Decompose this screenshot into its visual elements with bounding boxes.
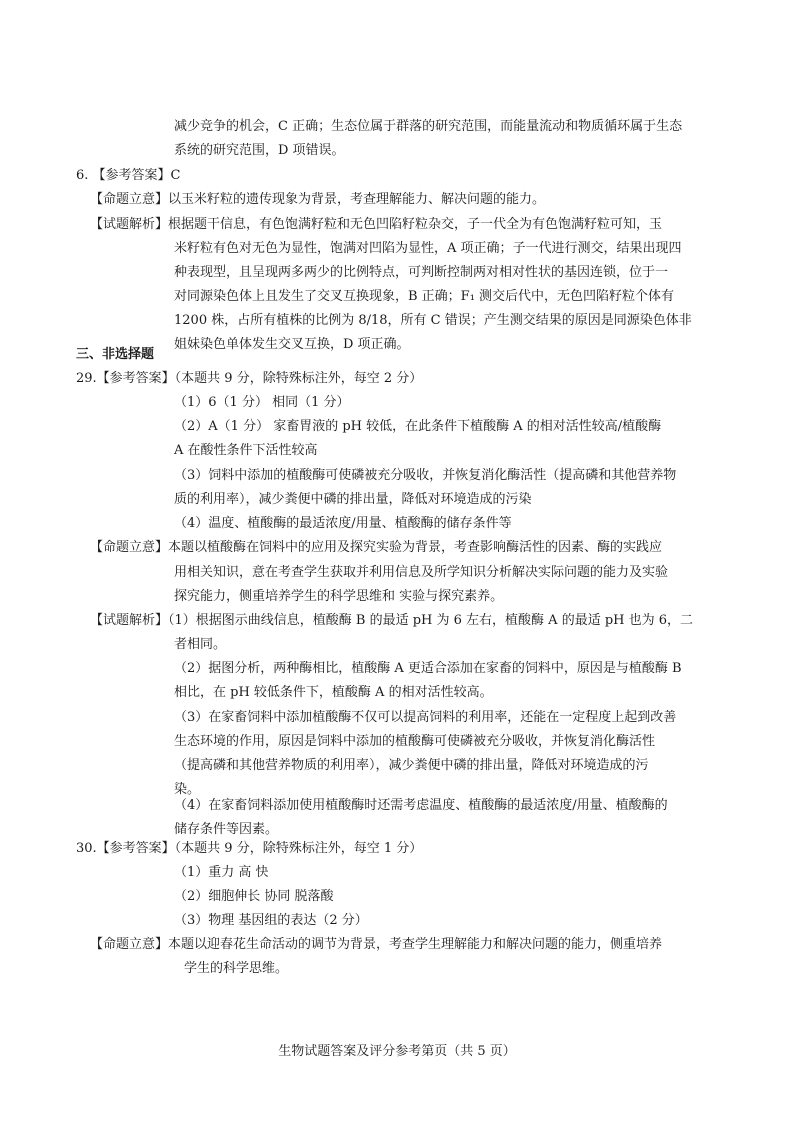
- q29-answer: 29.【参考答案】（本题共 9 分，除特殊标注外，每空 2 分）: [76, 371, 423, 386]
- q29-answer-3-line-1: （3）饲料中添加的植酸酶可使磷被充分吸收，并恢复消化酶活性（提高磷和其他营养物: [174, 468, 677, 483]
- q29-analysis-4-line-1: （4）在家畜饲料添加使用植酸酶时还需考虑温度、植酸酶的最适浓度/用量、植酸酶的: [174, 798, 668, 813]
- q6-analysis-line-3: 种表现型，且呈现两多两少的比例特点，可判断控制两对相对性状的基因连锁，位于一: [174, 265, 669, 280]
- q6-analysis-line-5: 1200 株，占所有植株的比例为 8/18，所有 C 错误；产生测交结果的原因是同源染色体非: [174, 313, 692, 328]
- section-title: 三、非选择题: [76, 347, 155, 362]
- q29-answer-3-line-2: 质的利用率），减少粪便中磷的排出量，降低对环境造成的污染: [174, 492, 532, 507]
- q29-analysis-2-line-2: 相比，在 pH 较低条件下，植酸酶 A 的相对活性较高。: [174, 685, 493, 700]
- q29-intent-line-1: 【命题立意】本题以植酸酶在饲料中的应用及探究实验为背景，考查影响酶活性的因素、酶的实践应: [90, 540, 663, 555]
- q29-analysis-3-line-4: 染。: [174, 782, 201, 797]
- prev-item-line-2: 系统的研究范围，D 项错误。: [174, 143, 345, 158]
- q30-answer-3: （3）物理 基因组的表达（2 分）: [174, 913, 368, 928]
- prev-item-line-1: 减少竞争的机会，C 正确；生态位属于群落的研究范围，而能量流动和物质循环属于生态: [174, 119, 683, 134]
- q29-answer-2-line-1: （2）A（1 分） 家畜胃液的 pH 较低，在此条件下植酸酶 A 的相对活性较高/植酸酶: [174, 419, 662, 434]
- q29-analysis-2-line-1: （2）据图分析，两种酶相比，植酸酶 A 更适合添加在家畜的饲料中，原因是与植酸酶 B: [174, 661, 682, 676]
- q30-intent-line-1: 【命题立意】本题以迎春花生命活动的调节为背景，考查学生理解能力和解决问题的能力，侧重培养: [90, 937, 663, 952]
- page-footer: 生物试题答案及评分参考第页（共 5 页）: [278, 1044, 516, 1059]
- q6-analysis-line-1: 【试题解析】根据题干信息，有色饱满籽粒和无色凹陷籽粒杂交，子一代全为有色饱满籽粒可知，玉: [90, 217, 663, 232]
- q6-analysis-line-6: 姐妹染色单体发生交叉互换，D 项正确。: [174, 337, 410, 352]
- q6-analysis-line-4: 对同源染色体上且发生了交叉互换现象，B 正确；F₁ 测交后代中，无色凹陷籽粒个体有: [174, 289, 675, 304]
- q29-answer-1: （1）6（1 分） 相同（1 分）: [174, 395, 350, 410]
- q29-intent-line-3: 探究能力，侧重培养学生的科学思维和 实验与探究素养。: [174, 589, 504, 604]
- q29-analysis-3-line-2: 生态环境的作用，原因是饲料中添加的植酸酶可使磷被充分吸收，并恢复消化酶活性: [174, 734, 656, 749]
- q29-intent-line-2: 用相关知识，意在考查学生获取并利用信息及所学知识分析解决实际问题的能力及实验: [174, 565, 669, 580]
- q29-answer-2-line-2: A 在酸性条件下活性较高: [174, 443, 318, 458]
- q29-analysis-3-line-3: （提高磷和其他营养物质的利用率），减少粪便中磷的排出量，降低对环境造成的污: [174, 758, 649, 773]
- q6-answer: 6. 【参考答案】C: [76, 168, 181, 183]
- q30-intent-line-2: 学生的科学思维。: [184, 961, 289, 976]
- q29-analysis-1-line-2: 者相同。: [174, 637, 227, 652]
- q29-analysis-4-line-2: 储存条件等因素。: [174, 822, 279, 837]
- q6-analysis-line-2: 米籽粒有色对无色为显性，饱满对凹陷为显性，A 项正确；子一代进行测交，结果出现四: [174, 241, 682, 256]
- q30-answer-1: （1）重力 高 快: [174, 865, 269, 880]
- q29-analysis-1-line-1: 【试题解析】（1）根据图示曲线信息，植酸酶 B 的最适 pH 为 6 左右，植酸酶 A 的最适 pH 也为 6，二: [90, 613, 694, 628]
- q29-analysis-3-line-1: （3）在家畜饲料中添加植酸酶不仅可以提高饲料的利用率，还能在一定程度上起到改善: [174, 710, 677, 725]
- q6-intent: 【命题立意】以玉米籽粒的遗传现象为背景，考查理解能力、解决问题的能力。: [90, 192, 546, 207]
- q29-answer-4: （4）温度、植酸酶的最适浓度/用量、植酸酶的储存条件等: [174, 516, 512, 531]
- q30-answer: 30.【参考答案】（本题共 9 分，除特殊标注外，每空 1 分）: [76, 841, 423, 856]
- q30-answer-2: （2）细胞伸长 协同 脱落酸: [174, 889, 334, 904]
